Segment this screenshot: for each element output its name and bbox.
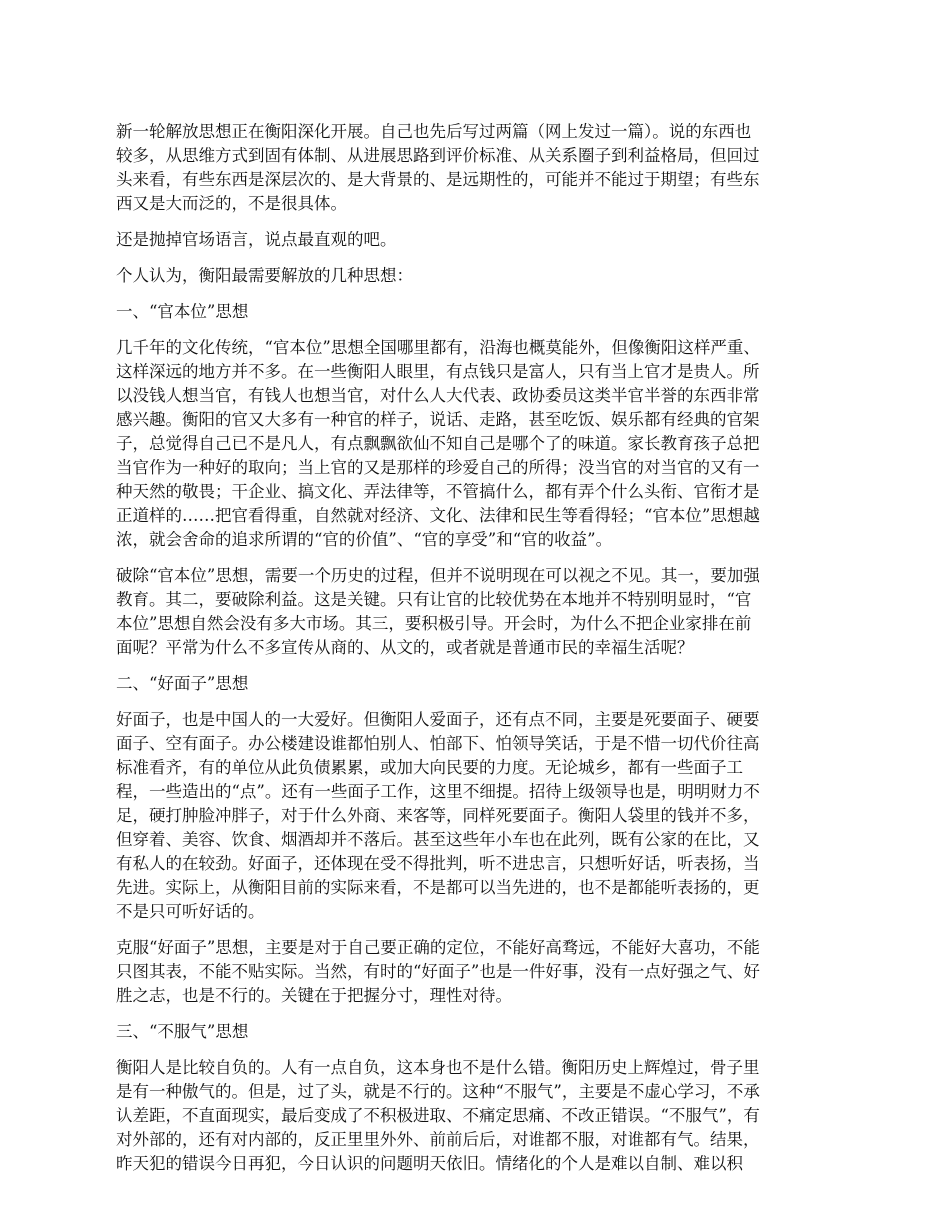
paragraph-haomianzi-remedy: 克服“好面子”思想，主要是对于自己要正确的定位，不能好高骛远，不能好大喜功，不能 只图其表，不能不贴实际。当然，有时的“好面子”也是一件好事，没有一点好强之气、好 胜之志，也是不行的。关键在于把握分寸，理性对待。 [116,938,760,1005]
section-heading-haomianzi: 二、“好面子”思想 [116,674,249,693]
paragraph-bufuqi-body: 衡阳人是比较自负的。人有一点自负，这本身也不是什么错。衡阳历史上辉煌过，骨子里 是有一种傲气的。但是，过了头，就是不行的。这种“不服气”，主要是不虚心学习，不承 认差距，不直面现实，最后变成了不积极进取、不痛定思痛、不改正错误。“不服气”，有 对外部的，还有对内部的，反正里里外外、前前后后，对谁都不服，对谁都有气。结果， 昨天犯的错误今日再犯，今日认识的问题明天依旧。情绪化的个人是难以自制、难以积 [116,1058,760,1173]
document-page [116,120,840,1188]
paragraph-haomianzi-body: 好面子，也是中国人的一大爱好。但衡阳人爱面子，还有点不同，主要是死要面子、硬要 面子、空有面子。办公楼建设谁都怕别人、怕部下、怕领导笑话，于是不惜一切代价往高 标准看齐，有的单位从此负债累累，或加大向民要的力度。无论城乡，都有一些面子工 程，一些造出的“点”。还有一些面子工作，这里不细提。招待上级领导也是，明明财力不 足，硬打肿脸冲胖子，对于什么外商、来客等，同样死要面子。衡阳人袋里的钱并不多， 但穿着、美容、饮食、烟酒却并不落后。甚至这些年小车也在此列，既有公家的在比，又 有私人的在较劲。好面子，还体现在受不得批判，听不进忠言，只想听好话，听表扬，当 先进。实际上，从衡阳目前的实际来看，不是都可以当先进的，也不是都能听表扬的，更 不是只可听好话的。 [116,710,760,921]
section-heading-bufuqi: 三、“不服气”思想 [116,1022,249,1041]
paragraph-guanbenwei-remedy: 破除“官本位”思想，需要一个历史的过程，但并不说明现在可以视之不见。其一，要加强 教育。其二，要破除利益。这是关键。只有让官的比较优势在本地并不特别明显时，“官 本位”思想自然会没有多大市场。其三，要积极引导。开会时，为什么不把企业家排在前 面呢？平常为什么不多宣传从商的、从文的，或者就是普通市民的幸福生活呢？ [116,566,760,657]
paragraph-list-lead: 个人认为，衡阳最需要解放的几种思想： [116,266,413,285]
paragraph-intro: 新一轮解放思想正在衡阳深化开展。自己也先后写过两篇（网上发过一篇）。说的东西也 较多，从思维方式到固有体制、从进展思路到评价标准、从关系圈子到利益格局，但回过 头来看，有些东西是深层次的、是大背景的、是远期性的，可能并不能过于期望；有些东 西又是大而泛的，不是很具体。 [116,122,760,213]
paragraph-guanbenwei-body: 几千年的文化传统，“官本位”思想全国哪里都有，沿海也概莫能外，但像衡阳这样严重、 这样深远的地方并不多。在一些衡阳人眼里，有点钱只是富人，只有当上官才是贵人。所 以没钱人想当官，有钱人也想当官，对什么人大代表、政协委员这类半官半誉的东西非常 感兴趣。衡阳的官又大多有一种官的样子，说话、走路，甚至吃饭、娱乐都有经典的官架 子，总觉得自己已不是凡人，有点飘飘欲仙不知自己是哪个了的味道。家长教育孩子总把 当官作为一种好的取向；当上官的又是那样的珍爱自己的所得；没当官的对当官的又有一 种天然的敬畏；干企业、搞文化、弄法律等，不管搞什么，都有弄个什么头衔、官衔才是 正道样的……把官看得重，自然就对经济、文化、法律和民生等看得轻；“官本位”思想越 浓，就会舍命的追求所谓的“官的价值”、“官的享受”和“官的收益”。 [116,338,760,549]
paragraph-plain-talk: 还是抛掉官场语言，说点最直观的吧。 [116,230,397,249]
section-heading-guanbenwei: 一、“官本位”思想 [116,302,249,321]
